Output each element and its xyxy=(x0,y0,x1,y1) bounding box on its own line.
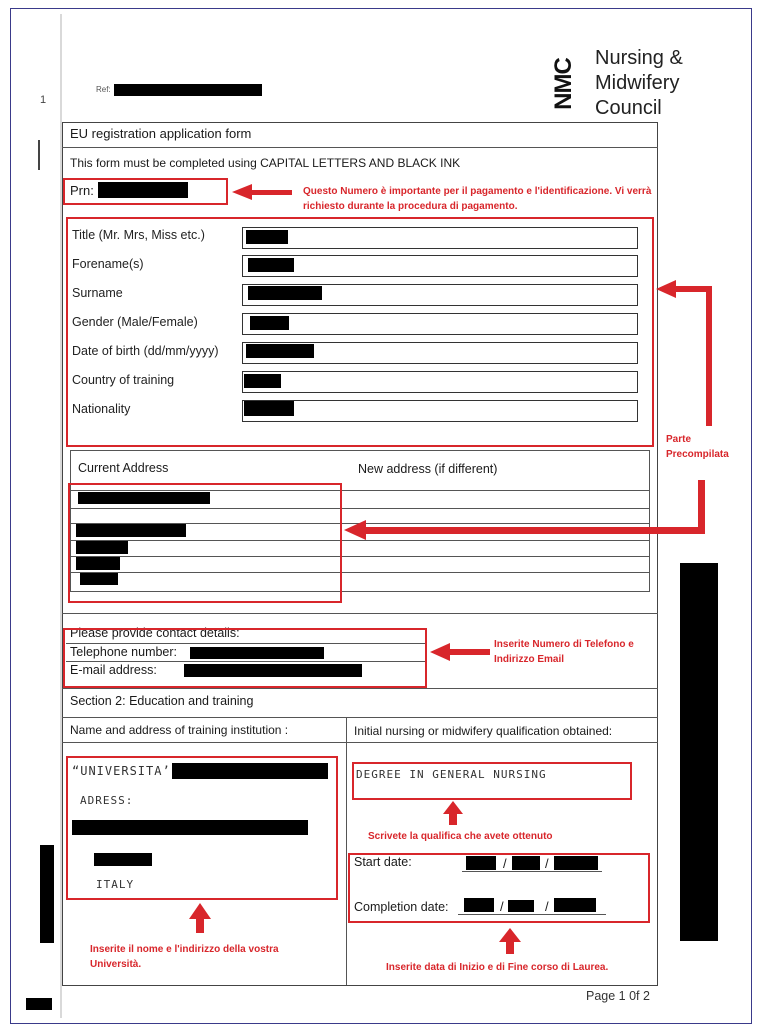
country-label: Country of training xyxy=(72,373,175,387)
university-note: Inserite il nome e l'indirizzo della vostra Università. xyxy=(90,944,279,970)
handwritten-adress: ADRESS: xyxy=(80,794,134,807)
end-year-redaction xyxy=(554,898,596,912)
section2-column-divider xyxy=(346,717,347,985)
end-month-redaction xyxy=(508,900,534,912)
start-year-redaction xyxy=(554,856,598,870)
surname-redaction xyxy=(248,286,322,300)
form-instruction: This form must be completed using CAPITAL LETTERS AND BLACK INK xyxy=(70,156,461,170)
ref-label: Ref: xyxy=(96,85,111,94)
handwritten-qualification: DEGREE IN GENERAL NURSING xyxy=(356,768,547,781)
gender-redaction xyxy=(250,316,289,330)
date-separator: / xyxy=(500,899,504,914)
contact-arrow xyxy=(430,644,490,660)
nationality-redaction xyxy=(244,401,294,416)
logo-line-2: Midwifery xyxy=(595,72,680,94)
prefilled-arrow xyxy=(656,276,716,426)
email-label: E-mail address: xyxy=(70,663,157,677)
page-number: 1 xyxy=(40,94,47,106)
contact-top-line xyxy=(62,613,658,614)
dates-arrow xyxy=(499,928,521,954)
prefilled-note: Parte Precompilata xyxy=(666,434,729,460)
completion-date-label: Completion date: xyxy=(354,900,449,914)
current-address-label: Current Address xyxy=(78,461,169,475)
address-arrow xyxy=(344,480,708,544)
logo-line-1: Nursing & xyxy=(595,47,683,69)
contact-note: Inserite Numero di Telefono e Indirizzo Email xyxy=(494,639,634,665)
title-field[interactable] xyxy=(242,227,638,249)
divider xyxy=(62,147,658,148)
country-field[interactable] xyxy=(242,371,638,393)
qualification-note: Scrivete la qualifica che avete ottenuto xyxy=(368,831,553,842)
section2-header-line xyxy=(62,717,658,718)
institution-label: Name and address of training institution : xyxy=(70,723,289,737)
forename-field[interactable] xyxy=(242,255,638,277)
page-footer: Page 1 0f 2 xyxy=(586,989,650,1003)
section2-top-line xyxy=(62,688,658,689)
new-address-label: New address (if different) xyxy=(358,462,498,476)
handwritten-university: “UNIVERSITA’ xyxy=(72,764,171,778)
prn-note: Questo Numero è importante per il pagamento e l'identificazione. Vi verrà richiesto durante la procedura di pagamento. xyxy=(303,186,652,212)
dates-note: Inserite data di Inizio e di Fine corso di Laurea. xyxy=(386,962,609,973)
margin-mark xyxy=(38,140,40,170)
phone-label: Telephone number: xyxy=(70,645,178,659)
forename-redaction xyxy=(248,258,294,272)
end-day-redaction xyxy=(464,898,494,912)
university-arrow xyxy=(189,903,211,933)
contact-highlight xyxy=(63,628,427,688)
nationality-label: Nationality xyxy=(72,402,131,416)
form-title: EU registration application form xyxy=(70,126,252,141)
contact-heading: Please provide contact details: xyxy=(70,626,240,640)
ref-redaction xyxy=(114,84,262,96)
start-date-underline xyxy=(462,871,602,872)
university-redaction xyxy=(172,763,328,779)
gender-label: Gender (Male/Female) xyxy=(72,315,198,329)
prn-label: Prn: xyxy=(70,183,94,198)
completion-date-underline xyxy=(458,914,606,915)
prn-arrow xyxy=(232,186,292,198)
dob-label: Date of birth (dd/mm/yyyy) xyxy=(72,344,219,358)
country-redaction xyxy=(244,374,281,388)
address-highlight xyxy=(68,483,342,603)
surname-label: Surname xyxy=(72,286,123,300)
section2-subheader-line xyxy=(62,742,658,743)
logo-line-3: Council xyxy=(595,97,662,119)
side-redaction-right xyxy=(680,563,718,941)
nmc-mark: NMC xyxy=(549,58,577,110)
institution-address-redaction-2 xyxy=(94,853,152,866)
title-redaction xyxy=(246,230,288,244)
title-label: Title (Mr. Mrs, Miss etc.) xyxy=(72,228,205,242)
start-date-label: Start date: xyxy=(354,855,412,869)
side-redaction-left xyxy=(40,845,54,943)
institution-address-redaction-1 xyxy=(72,820,308,835)
prn-highlight xyxy=(63,178,228,205)
nationality-field[interactable] xyxy=(242,400,638,422)
gender-field[interactable] xyxy=(242,313,638,335)
date-separator: / xyxy=(503,856,507,871)
dob-redaction xyxy=(246,344,314,358)
corner-redaction xyxy=(26,998,52,1010)
section2-heading: Section 2: Education and training xyxy=(70,694,254,708)
date-separator: / xyxy=(545,899,549,914)
start-day-redaction xyxy=(466,856,496,870)
date-separator: / xyxy=(545,856,549,871)
start-month-redaction xyxy=(512,856,540,870)
handwritten-country: ITALY xyxy=(96,878,135,891)
qualification-label: Initial nursing or midwifery qualification obtained: xyxy=(354,724,613,738)
qualification-arrow xyxy=(443,801,463,825)
nmc-logo xyxy=(549,48,590,118)
forename-label: Forename(s) xyxy=(72,257,144,271)
